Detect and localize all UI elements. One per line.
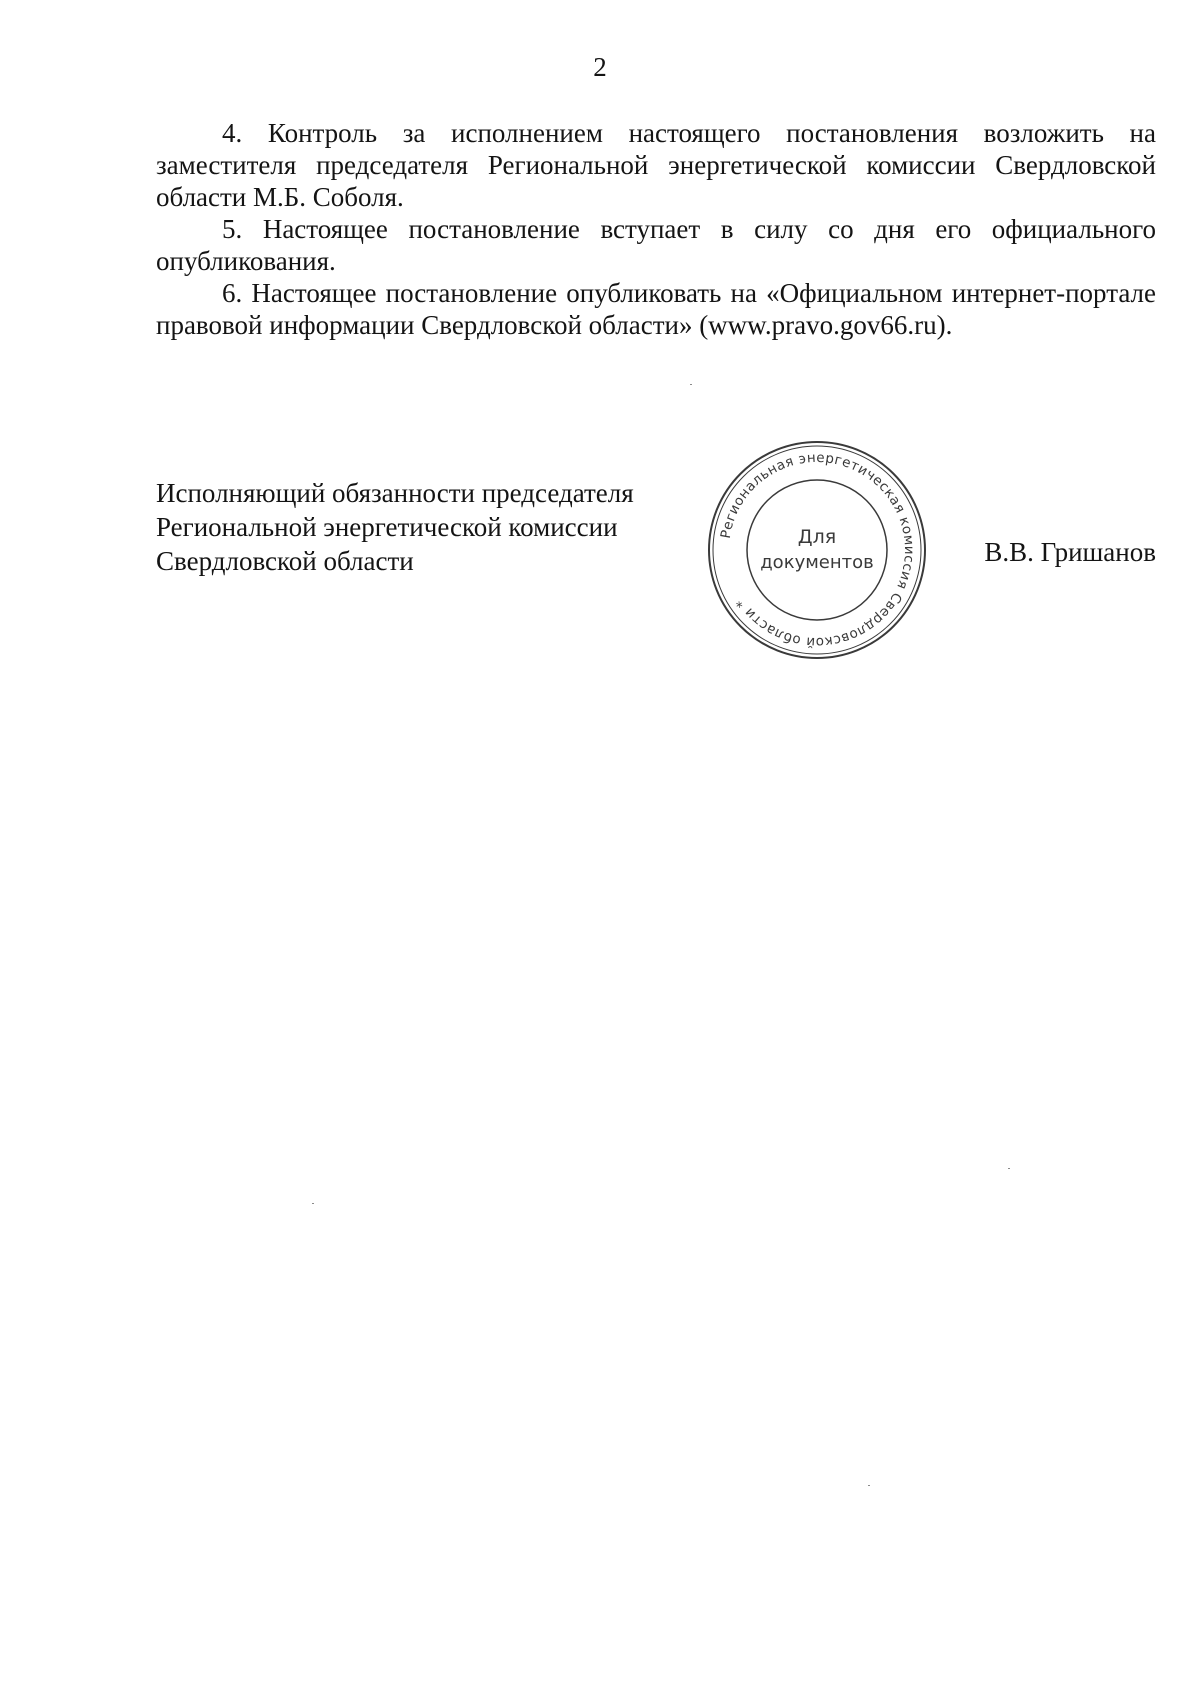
scan-speck <box>868 1485 870 1486</box>
signatory-title <box>156 476 696 578</box>
seal-center-line-1: Для <box>797 526 837 548</box>
official-seal-stamp <box>702 435 932 665</box>
seal-center-line-2: документов <box>760 552 874 573</box>
signatory-line: Региональной энергетической комиссии <box>156 512 618 542</box>
page-number: 2 <box>593 52 607 82</box>
scan-speck <box>1008 1168 1010 1169</box>
paragraph-6: 6. Настоящее постановление опубликовать на «Официальном интернет-портале правовой информации Свердловской области» (www.pravo.gov66.ru). <box>156 278 1156 340</box>
seal-ring-text-path: Региональная энергетическая комиссия Свердловской области * <box>717 449 918 651</box>
seal-outer-ring-inner <box>713 446 921 654</box>
paragraph-5: 5. Настоящее постановление вступает в силу со дня его официального опубликования. <box>156 214 1156 276</box>
scan-speck <box>312 1203 314 1204</box>
seal-inner-ring <box>747 480 887 620</box>
resolution-body <box>156 117 1156 341</box>
signatory-line: Свердловской области <box>156 546 414 576</box>
signatory-line: Исполняющий обязанности председателя <box>156 478 634 508</box>
seal-outer-ring <box>709 442 925 658</box>
scan-speck <box>690 384 692 385</box>
paragraph-4: 4. Контроль за исполнением настоящего постановления возложить на заместителя председателя Региональной энергетической комиссии Свердловской области М.Б. Соболя. <box>156 118 1156 212</box>
signer-name: В.В. Гришанов <box>984 537 1156 567</box>
